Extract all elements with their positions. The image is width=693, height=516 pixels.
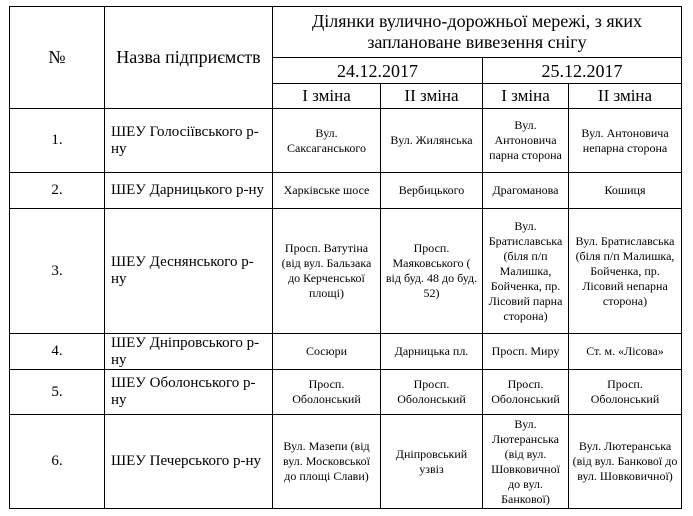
- cell-24-shift-1: Вул. Мазепи (від вул. Московської до площі Слави): [273, 415, 381, 509]
- company-name: ШЕУ Голосіївського р-ну: [105, 109, 273, 173]
- cell-25-shift-1: Вул. Антоновича парна сторона: [483, 109, 569, 173]
- cell-25-shift-2: Просп. Оболонський: [569, 370, 682, 415]
- table-row: [10, 415, 682, 509]
- cell-24-shift-1: Вул. Саксаганського: [273, 109, 381, 173]
- cell-25-shift-1: Вул. Братиславська (біля п/п Малишка, Бойченка, пр. Лісовий парна сторона): [483, 209, 569, 334]
- table-row: [10, 370, 682, 415]
- cell-24-shift-1: Сосюри: [273, 334, 381, 370]
- cell-25-shift-2: Вул. Братиславська (біля п/п Малишка, Бойченка, пр. Лісовий непарна сторона): [569, 209, 682, 334]
- cell-25-shift-1: Драгоманова: [483, 173, 569, 209]
- company-name: ШЕУ Деснянського р-ну: [105, 209, 273, 334]
- company-name: ШЕУ Дніпровського р-ну: [105, 334, 273, 370]
- table-row: [10, 173, 682, 209]
- cell-24-shift-2: Вербицького: [381, 173, 483, 209]
- cell-25-shift-2: Вул. Лютеранська (від вул. Банкової до вул. Шовковичної): [569, 415, 682, 509]
- row-number: 2.: [10, 173, 105, 209]
- header-shift-3: І зміна: [483, 84, 569, 109]
- cell-24-shift-1: Просп. Ватутіна (від вул. Бальзака до Керченської площі): [273, 209, 381, 334]
- header-shift-2: ІІ зміна: [381, 84, 483, 109]
- header-sections-title: Ділянки вулично-дорожньої мережі, з яких заплановане вивезення снігу: [273, 7, 682, 58]
- header-shift-4: ІІ зміна: [569, 84, 682, 109]
- cell-24-shift-2: Дніпровський узвіз: [381, 415, 483, 509]
- row-number: 3.: [10, 209, 105, 334]
- cell-25-shift-2: Кошиця: [569, 173, 682, 209]
- header-company: Назва підприємств: [105, 7, 273, 109]
- cell-24-shift-1: Просп. Оболонський: [273, 370, 381, 415]
- table-row: [10, 109, 682, 173]
- cell-25-shift-2: Ст. м. «Лісова»: [569, 334, 682, 370]
- company-name: ШЕУ Печерського р-ну: [105, 415, 273, 509]
- snow-removal-table: [9, 6, 682, 509]
- cell-25-shift-1: Просп. Оболонський: [483, 370, 569, 415]
- cell-24-shift-2: Просп. Маяковського ( від буд. 48 до буд. 52): [381, 209, 483, 334]
- company-name: ШЕУ Дарницького р-ну: [105, 173, 273, 209]
- table-row: [10, 209, 682, 334]
- header-date-1: 24.12.2017: [273, 58, 483, 84]
- cell-24-shift-1: Харківське шосе: [273, 173, 381, 209]
- cell-24-shift-2: Дарницька пл.: [381, 334, 483, 370]
- cell-25-shift-1: Просп. Миру: [483, 334, 569, 370]
- cell-24-shift-2: Вул. Жилянська: [381, 109, 483, 173]
- row-number: 1.: [10, 109, 105, 173]
- header-shift-1: І зміна: [273, 84, 381, 109]
- cell-25-shift-1: Вул. Лютеранська (від вул. Шовковичної до вул. Банкової): [483, 415, 569, 509]
- row-number: 4.: [10, 334, 105, 370]
- row-number: 5.: [10, 370, 105, 415]
- row-number: 6.: [10, 415, 105, 509]
- cell-25-shift-2: Вул. Антоновича непарна сторона: [569, 109, 682, 173]
- header-date-2: 25.12.2017: [483, 58, 682, 84]
- cell-24-shift-2: Просп. Оболонський: [381, 370, 483, 415]
- company-name: ШЕУ Оболонського р-ну: [105, 370, 273, 415]
- header-number: №: [10, 7, 105, 109]
- table-row: [10, 334, 682, 370]
